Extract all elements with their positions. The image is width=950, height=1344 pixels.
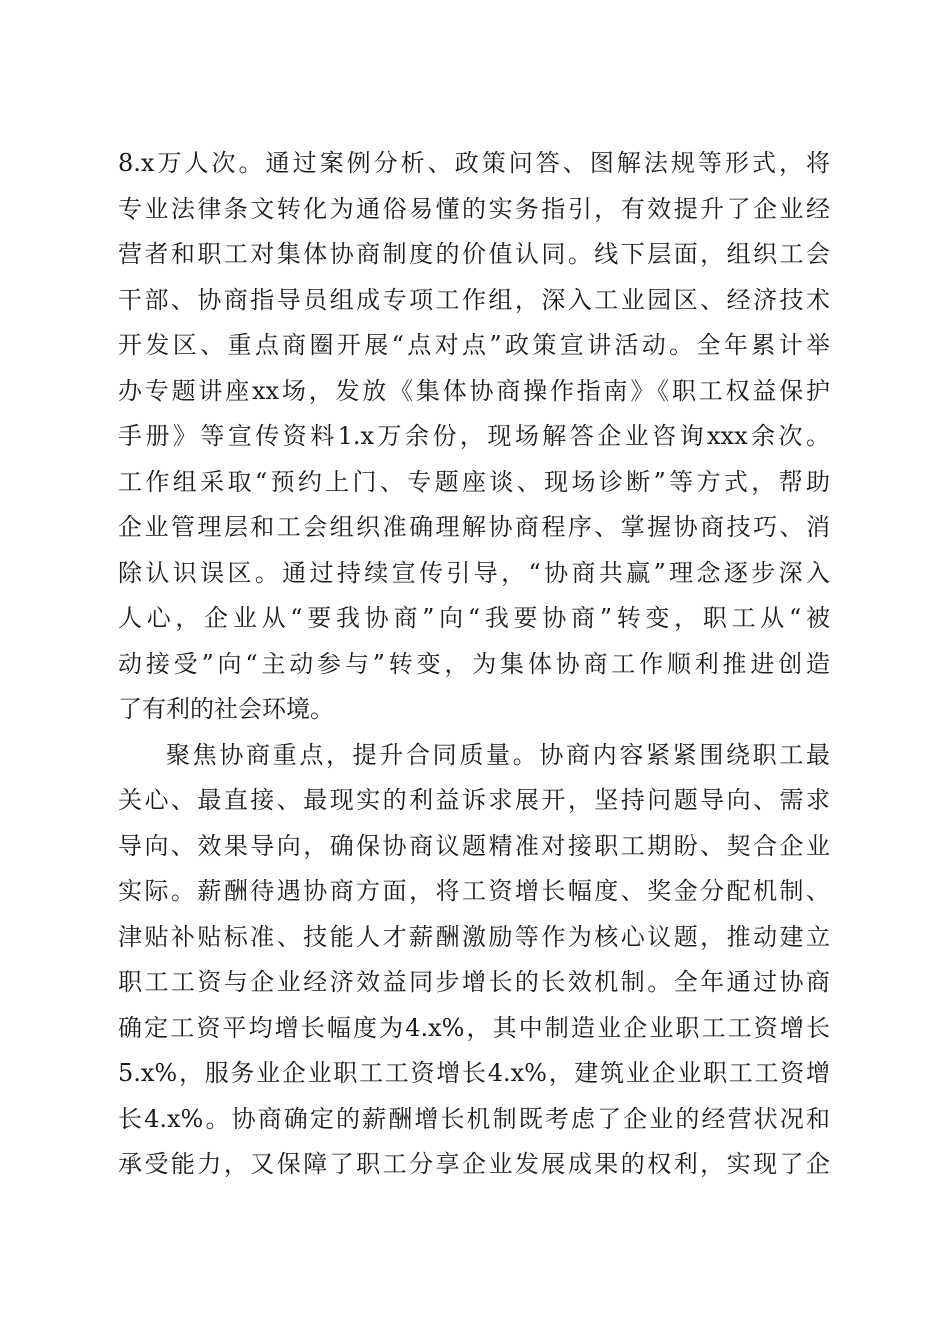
- text-line: 聚焦协商重点，提升合同质量。协商内容紧紧围绕职工最: [166, 740, 830, 769]
- text-line: 导向、效果导向，确保协商议题精准对接职工期盼、契合企业: [118, 831, 830, 860]
- text-line: 工作组采取“预约上门、专题座谈、现场诊断”等方式，帮助: [118, 467, 830, 496]
- paragraph-2: [118, 733, 830, 1188]
- text-line: 了有利的社会环境。: [118, 695, 334, 723]
- text-line: 企业管理层和工会组织准确理解协商程序、掌握协商技巧、消: [118, 513, 830, 541]
- text-line: 确定工资平均增长幅度为4.x%，其中制造业企业职工工资增长: [118, 1013, 830, 1042]
- text-line: 开发区、重点商圈开展“点对点”政策宣讲活动。全年累计举: [118, 331, 830, 359]
- text-line: 专业法律条文转化为通俗易懂的实务指引，有效提升了企业经: [118, 194, 830, 223]
- text-line: 办专题讲座xx场，发放《集体协商操作指南》《职工权益保护: [118, 376, 830, 405]
- text-line: 人心，企业从“要我协商”向“我要协商”转变，职工从“被: [118, 604, 830, 632]
- text-line: 营者和职工对集体协商制度的价值认同。线下层面，组织工会: [118, 240, 830, 268]
- text-line: 除认识误区。通过持续宣传引导，“协商共赢”理念逐步深入: [118, 558, 830, 587]
- text-line: 干部、协商指导员组成专项工作组，深入工业园区、经济技术: [118, 285, 830, 314]
- text-line: 实际。薪酬待遇协商方面，将工资增长幅度、奖金分配机制、: [118, 877, 830, 905]
- text-line: 8.x万人次。通过案例分析、政策问答、图解法规等形式，将: [118, 149, 830, 177]
- text-line: 职工工资与企业经济效益同步增长的长效机制。全年通过协商: [118, 968, 830, 996]
- text-line: 动接受”向“主动参与”转变，为集体协商工作顺利推进创造: [118, 649, 830, 678]
- paragraph-1: [118, 141, 830, 733]
- text-line: 承受能力，又保障了职工分享企业发展成果的权利，实现了企: [118, 1150, 830, 1178]
- document-body: [118, 141, 830, 1188]
- text-line: 关心、最直接、最现实的利益诉求展开，坚持问题导向、需求: [118, 786, 830, 814]
- text-line: 津贴补贴标准、技能人才薪酬激励等作为核心议题，推动建立: [118, 922, 830, 951]
- text-line: 长4.x%。协商确定的薪酬增长机制既考虑了企业的经营状况和: [118, 1104, 830, 1133]
- text-line: 5.x%，服务业企业职工工资增长4.x%，建筑业企业职工工资增: [118, 1059, 830, 1087]
- text-line: 手册》等宣传资料1.x万余份，现场解答企业咨询xxx余次。: [118, 422, 830, 450]
